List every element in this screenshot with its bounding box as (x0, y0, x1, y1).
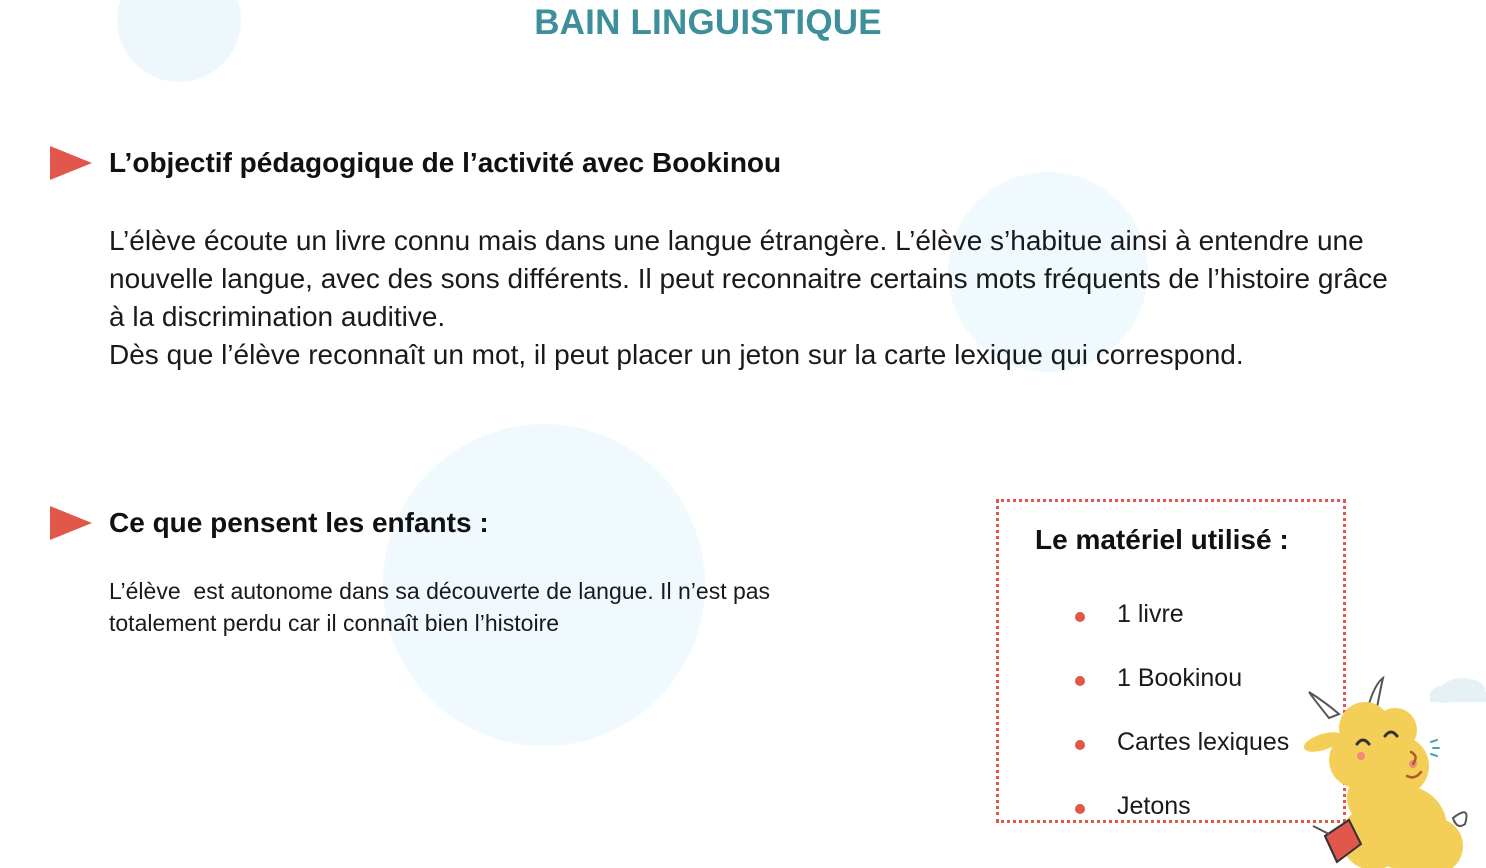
llama-mascot-illustration (1295, 668, 1486, 868)
list-item-label: 1 livre (1117, 600, 1184, 628)
bullet-dot-icon (1075, 804, 1085, 814)
list-item (1075, 600, 1289, 664)
list-item (1075, 728, 1289, 792)
list-item (1075, 664, 1289, 728)
list-item-label: 1 Bookinou (1117, 664, 1243, 692)
materials-box (996, 499, 1346, 823)
kids-heading: Ce que pensent les enfants : (109, 507, 489, 538)
triangle-arrow-icon (50, 506, 92, 540)
objective-paragraph: L’élève écoute un livre connu mais dans une langue étrangère. L’élève s’habitue ainsi à entendre une nouvelle langue, avec des sons différents. Il peut reconnaitre certains mots fréquents de l’histoire grâce à la discrimination auditive. (109, 225, 1388, 332)
objective-header (50, 146, 781, 180)
materials-heading: Le matériel utilisé : (1035, 524, 1289, 555)
kids-header (50, 506, 489, 540)
bullet-dot-icon (1075, 612, 1085, 622)
page-title: BAIN LINGUISTIQUE (534, 3, 882, 42)
objective-paragraph: Dès que l’élève reconnaît un mot, il peut placer un jeton sur la carte lexique qui correspond. (109, 339, 1244, 370)
list-item-label: Cartes lexiques (1117, 728, 1290, 756)
list-item (1075, 792, 1289, 856)
materials-list (1075, 600, 1289, 856)
triangle-arrow-icon (50, 146, 92, 180)
list-item-label: Jetons (1117, 792, 1191, 820)
kids-text: L’élève est autonome dans sa découverte de langue. Il n’est pas totalement perdu car il connaît bien l’histoire (109, 578, 777, 636)
bullet-dot-icon (1075, 740, 1085, 750)
cloud-icon (1430, 678, 1486, 703)
objective-heading: L’objectif pédagogique de l’activité avec Bookinou (109, 147, 782, 178)
bullet-dot-icon (1075, 676, 1085, 686)
objective-body (109, 222, 1409, 374)
